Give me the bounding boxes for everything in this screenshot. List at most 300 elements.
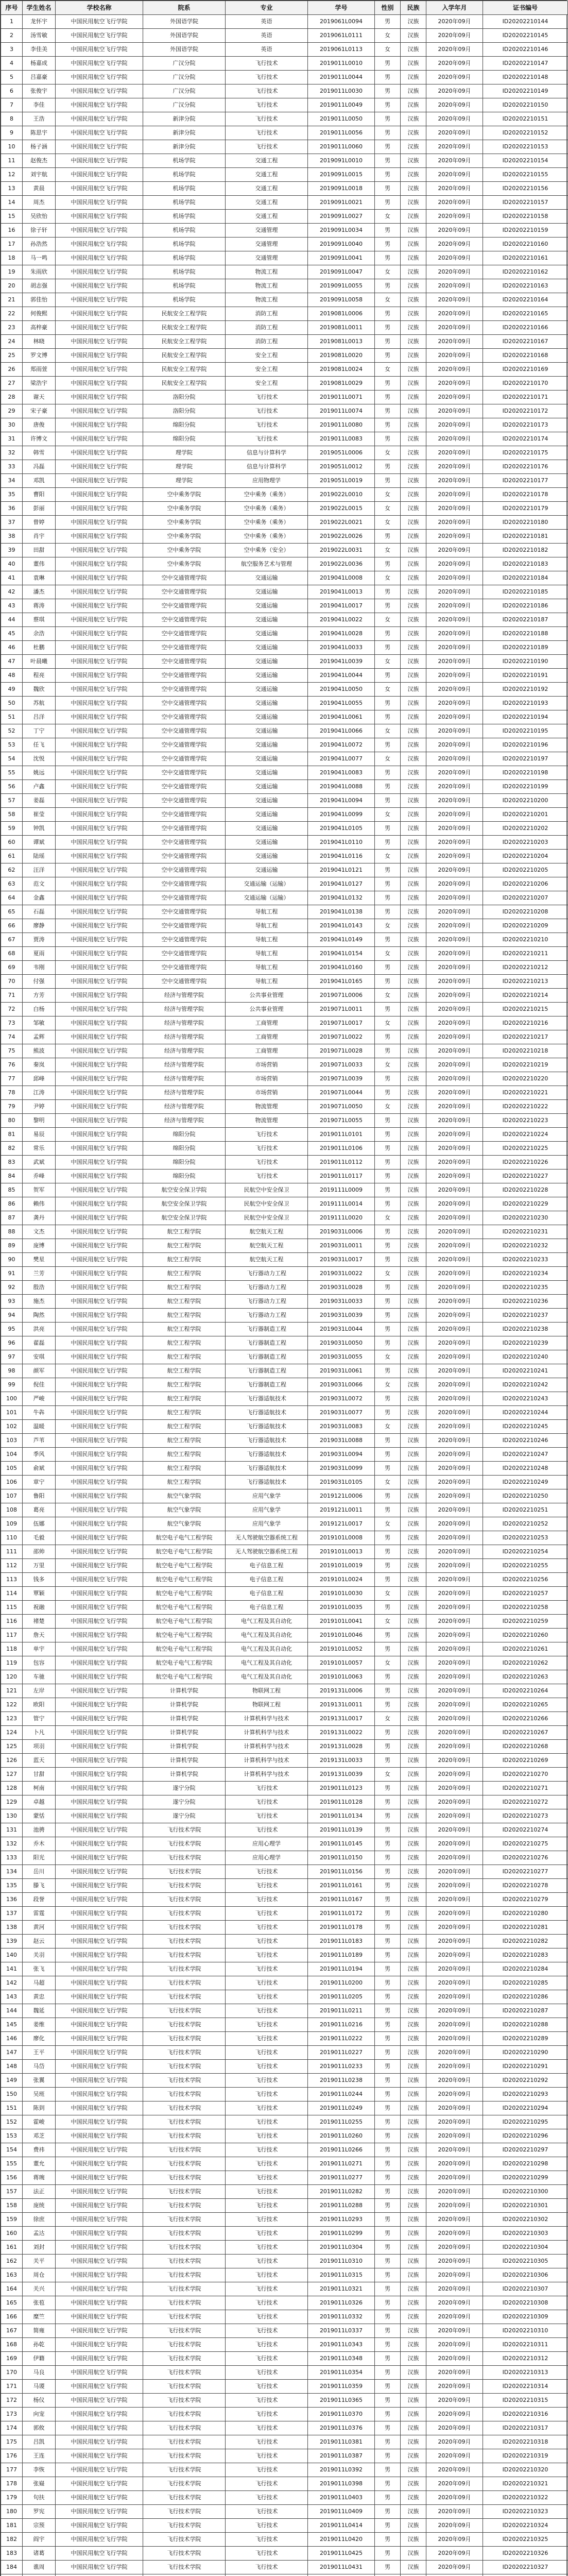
- cell-enrollment-date: 2020年09月: [426, 1559, 483, 1573]
- cell-ethnicity: 汉族: [401, 2380, 426, 2394]
- cell-major: 飞行技术: [226, 1879, 308, 1893]
- table-row: [1, 1935, 568, 1948]
- cell-student-id: 2019101L0035: [308, 1601, 375, 1615]
- cell-student-id: 2019041L0077: [308, 752, 375, 766]
- cell-enrollment-date: 2020年09月: [426, 1684, 483, 1698]
- cell-major: 飞行技术: [226, 2199, 308, 2213]
- cell-ethnicity: 汉族: [401, 669, 426, 683]
- cell-school-name: 中国民用航空飞行学院: [56, 391, 143, 404]
- cell-college: 航空工程学院: [143, 1448, 226, 1462]
- cell-school-name: 中国民用航空飞行学院: [56, 1990, 143, 2004]
- cell-school-name: 中国民用航空飞行学院: [56, 335, 143, 349]
- cell-school-name: 中国民用航空飞行学院: [56, 2463, 143, 2477]
- cell-ethnicity: 汉族: [401, 363, 426, 377]
- cell-student-id: 2019011L0370: [308, 2408, 375, 2421]
- cell-ethnicity: 汉族: [401, 1156, 426, 1170]
- cell-enrollment-date: 2020年09月: [426, 126, 483, 140]
- cell-student-name: 俞斌: [23, 1462, 56, 1476]
- cell-ethnicity: 汉族: [401, 418, 426, 432]
- cell-gender: 男: [375, 1170, 401, 1183]
- cell-major: 安全工程: [226, 377, 308, 391]
- cell-college: 绵阳分院: [143, 432, 226, 446]
- cell-student-name: 姜维: [23, 2018, 56, 2032]
- cell-student-id: 2019031L0094: [308, 1448, 375, 1462]
- cell-gender: 男: [375, 321, 401, 335]
- cell-school-name: 中国民用航空飞行学院: [56, 1030, 143, 1044]
- cell-school-name: 中国民用航空飞行学院: [56, 168, 143, 182]
- cell-major: 飞行器制造工程: [226, 1336, 308, 1350]
- cell-major: 电气工程及其自动化: [226, 1670, 308, 1684]
- cell-ethnicity: 汉族: [401, 1601, 426, 1615]
- cell-enrollment-date: 2020年09月: [426, 2088, 483, 2102]
- cell-index: 170: [1, 2366, 23, 2380]
- cell-school-name: 中国民用航空飞行学院: [56, 1197, 143, 1211]
- table-row: [1, 1629, 568, 1642]
- cell-student-id: 2019041L0013: [308, 585, 375, 599]
- cell-gender: 男: [375, 1128, 401, 1142]
- cell-ethnicity: 汉族: [401, 724, 426, 738]
- cell-enrollment-date: 2020年09月: [426, 29, 483, 43]
- table-row: [1, 321, 568, 335]
- cell-school-name: 中国民用航空飞行学院: [56, 1281, 143, 1295]
- cell-certificate-number: ID20202210243: [483, 1392, 568, 1406]
- cell-certificate-number: ID20202210170: [483, 377, 568, 391]
- cell-school-name: 中国民用航空飞行学院: [56, 1503, 143, 1517]
- cell-index: 90: [1, 1253, 23, 1267]
- cell-student-id: 2019131L0017: [308, 1712, 375, 1726]
- cell-ethnicity: 汉族: [401, 1434, 426, 1448]
- cell-college: 飞行技术学院: [143, 2338, 226, 2352]
- cell-index: 33: [1, 460, 23, 474]
- cell-college: 航空工程学院: [143, 1281, 226, 1295]
- cell-college: 空中交通管理学院: [143, 975, 226, 989]
- cell-student-name: 严峻: [23, 1392, 56, 1406]
- cell-gender: 男: [375, 1462, 401, 1476]
- cell-ethnicity: 汉族: [401, 1239, 426, 1253]
- cell-major: 航空航天工程: [226, 1225, 308, 1239]
- cell-college: 空中交通管理学院: [143, 613, 226, 627]
- cell-certificate-number: ID20202210247: [483, 1448, 568, 1462]
- cell-index: 61: [1, 850, 23, 863]
- cell-certificate-number: ID20202210266: [483, 1712, 568, 1726]
- cell-college: 飞行技术学院: [143, 1976, 226, 1990]
- cell-student-id: 2019011L0161: [308, 1879, 375, 1893]
- cell-gender: 男: [375, 460, 401, 474]
- cell-ethnicity: 汉族: [401, 905, 426, 919]
- cell-ethnicity: 汉族: [401, 1629, 426, 1642]
- cell-certificate-number: ID20202210317: [483, 2421, 568, 2435]
- cell-college: 洛阳分院: [143, 391, 226, 404]
- cell-ethnicity: 汉族: [401, 251, 426, 265]
- cell-enrollment-date: 2020年09月: [426, 2394, 483, 2408]
- cell-ethnicity: 汉族: [401, 1142, 426, 1156]
- cell-school-name: 中国民用航空飞行学院: [56, 544, 143, 557]
- cell-major: 飞行技术: [226, 2102, 308, 2115]
- cell-college: 机场学院: [143, 182, 226, 196]
- table-row: [1, 557, 568, 571]
- cell-certificate-number: ID20202210216: [483, 1016, 568, 1030]
- cell-gender: 女: [375, 989, 401, 1003]
- cell-student-name: 周杰: [23, 196, 56, 210]
- table-row: [1, 613, 568, 627]
- cell-student-name: 江涛: [23, 1086, 56, 1100]
- cell-student-id: 2019011L0282: [308, 2185, 375, 2199]
- cell-major: 交通运输: [226, 641, 308, 655]
- cell-ethnicity: 汉族: [401, 1656, 426, 1670]
- cell-ethnicity: 汉族: [401, 2296, 426, 2310]
- cell-certificate-number: ID20202210288: [483, 2018, 568, 2032]
- cell-student-name: 乔峰: [23, 1170, 56, 1183]
- cell-college: 空中交通管理学院: [143, 961, 226, 975]
- cell-certificate-number: ID20202210283: [483, 1948, 568, 1962]
- cell-major: 飞行技术: [226, 1865, 308, 1879]
- cell-student-name: 熊波: [23, 1044, 56, 1058]
- cell-major: 电子信息工程: [226, 1559, 308, 1573]
- cell-enrollment-date: 2020年09月: [426, 2129, 483, 2143]
- cell-major: 飞行技术: [226, 57, 308, 71]
- cell-gender: 男: [375, 2074, 401, 2088]
- header-student-name: 学生姓名: [23, 1, 56, 15]
- cell-gender: 男: [375, 71, 401, 84]
- cell-index: 144: [1, 2004, 23, 2018]
- cell-ethnicity: 汉族: [401, 238, 426, 251]
- cell-gender: 男: [375, 2296, 401, 2310]
- cell-student-id: 2019081L0024: [308, 363, 375, 377]
- cell-ethnicity: 汉族: [401, 2421, 426, 2435]
- cell-certificate-number: ID20202210320: [483, 2463, 568, 2477]
- cell-student-id: 2019011L0139: [308, 1823, 375, 1837]
- cell-major: 飞行器适航技术: [226, 1420, 308, 1434]
- table-row: [1, 126, 568, 140]
- header-school-name: 学校名称: [56, 1, 143, 15]
- cell-major: 交通工程: [226, 168, 308, 182]
- cell-certificate-number: ID20202210232: [483, 1239, 568, 1253]
- table-row: [1, 794, 568, 808]
- table-row: [1, 2060, 568, 2074]
- table-row: [1, 349, 568, 363]
- cell-student-id: 2019041L0022: [308, 613, 375, 627]
- table-row: [1, 933, 568, 947]
- cell-college: 机场学院: [143, 238, 226, 251]
- cell-index: 155: [1, 2157, 23, 2171]
- cell-gender: 男: [375, 2129, 401, 2143]
- cell-major: 交通运输: [226, 571, 308, 585]
- table-row: [1, 571, 568, 585]
- cell-school-name: 中国民用航空飞行学院: [56, 2213, 143, 2227]
- cell-student-id: 2019041L0099: [308, 808, 375, 822]
- cell-certificate-number: ID20202210222: [483, 1100, 568, 1114]
- cell-ethnicity: 汉族: [401, 1030, 426, 1044]
- cell-certificate-number: ID20202210146: [483, 43, 568, 57]
- cell-ethnicity: 汉族: [401, 1281, 426, 1295]
- cell-college: 空中乘务学院: [143, 557, 226, 571]
- cell-enrollment-date: 2020年09月: [426, 1823, 483, 1837]
- cell-major: 交通管理: [226, 224, 308, 238]
- cell-student-name: 刘封: [23, 2241, 56, 2255]
- cell-student-name: 朱雨欣: [23, 265, 56, 279]
- cell-college: 空中交通管理学院: [143, 863, 226, 877]
- cell-enrollment-date: 2020年09月: [426, 1225, 483, 1239]
- cell-student-id: 2019041L0138: [308, 905, 375, 919]
- cell-student-id: 2019011L0106: [308, 1142, 375, 1156]
- cell-student-name: 邹敏: [23, 1016, 56, 1030]
- table-row: [1, 488, 568, 502]
- cell-student-id: 2019041L0165: [308, 975, 375, 989]
- cell-student-id: 2019041L0127: [308, 877, 375, 891]
- cell-major: 飞行器适航技术: [226, 1434, 308, 1448]
- cell-student-name: 魏延: [23, 2004, 56, 2018]
- cell-ethnicity: 汉族: [401, 2533, 426, 2547]
- cell-student-name: 谭斌: [23, 836, 56, 850]
- cell-index: 88: [1, 1225, 23, 1239]
- cell-major: 飞行技术: [226, 2115, 308, 2129]
- cell-gender: 男: [375, 2394, 401, 2408]
- cell-school-name: 中国民用航空飞行学院: [56, 112, 143, 126]
- cell-student-id: 2019091L0041: [308, 251, 375, 265]
- cell-gender: 男: [375, 2408, 401, 2421]
- cell-enrollment-date: 2020年09月: [426, 1726, 483, 1740]
- header-gender: 性别: [375, 1, 401, 15]
- cell-ethnicity: 汉族: [401, 43, 426, 57]
- cell-student-name: 庞统: [23, 2199, 56, 2213]
- cell-index: 77: [1, 1072, 23, 1086]
- cell-index: 49: [1, 683, 23, 697]
- cell-major: 交通运输: [226, 669, 308, 683]
- table-row: [1, 1545, 568, 1559]
- cell-gender: 男: [375, 1323, 401, 1336]
- cell-student-id: 2019011L0293: [308, 2213, 375, 2227]
- cell-enrollment-date: 2020年09月: [426, 919, 483, 933]
- cell-student-id: 2019011L0326: [308, 2296, 375, 2310]
- cell-school-name: 中国民用航空飞行学院: [56, 2129, 143, 2143]
- cell-student-name: 邓凯: [23, 474, 56, 488]
- cell-college: 经济与管理学院: [143, 1003, 226, 1016]
- cell-student-name: 廖化: [23, 2032, 56, 2046]
- cell-school-name: 中国民用航空飞行学院: [56, 2477, 143, 2491]
- cell-student-name: 颜军: [23, 1364, 56, 1378]
- cell-certificate-number: ID20202210151: [483, 112, 568, 126]
- table-row: [1, 1462, 568, 1476]
- cell-college: 飞行技术学院: [143, 2547, 226, 2561]
- cell-ethnicity: 汉族: [401, 1823, 426, 1837]
- cell-gender: 女: [375, 1615, 401, 1629]
- cell-college: 飞行技术学院: [143, 2352, 226, 2366]
- cell-ethnicity: 汉族: [401, 1559, 426, 1573]
- cell-college: 绵阳分院: [143, 1128, 226, 1142]
- cell-school-name: 中国民用航空飞行学院: [56, 1044, 143, 1058]
- cell-enrollment-date: 2020年09月: [426, 1100, 483, 1114]
- cell-ethnicity: 汉族: [401, 1948, 426, 1962]
- cell-college: [143, 2574, 226, 2576]
- cell-major: 飞行技术: [226, 1809, 308, 1823]
- cell-certificate-number: ID20202210250: [483, 1489, 568, 1503]
- cell-student-name: 李恢: [23, 2463, 56, 2477]
- cell-college: 飞行技术学院: [143, 2018, 226, 2032]
- cell-student-id: 2019131L0022: [308, 1726, 375, 1740]
- cell-index: 30: [1, 418, 23, 432]
- cell-student-name: 牛犇: [23, 1406, 56, 1420]
- cell-student-id: 2019011L0211: [308, 2004, 375, 2018]
- cell-student-name: 邵帅: [23, 1545, 56, 1559]
- cell-student-id: 2019011L0083: [308, 432, 375, 446]
- cell-index: 47: [1, 655, 23, 669]
- cell-school-name: 中国民用航空飞行学院: [56, 488, 143, 502]
- cell-school-name: 中国民用航空飞行学院: [56, 1142, 143, 1156]
- table-row: [1, 1879, 568, 1893]
- cell-college: 绵阳分院: [143, 418, 226, 432]
- cell-ethnicity: 汉族: [401, 557, 426, 571]
- cell-student-id: 2019011L0348: [308, 2352, 375, 2366]
- cell-certificate-number: ID20202210149: [483, 84, 568, 98]
- cell-gender: 男: [375, 2115, 401, 2129]
- cell-student-name: 简雍: [23, 2324, 56, 2338]
- cell-student-id: 2019011L0156: [308, 1865, 375, 1879]
- cell-index: 98: [1, 1364, 23, 1378]
- cell-major: 交通运输: [226, 627, 308, 641]
- cell-index: 152: [1, 2115, 23, 2129]
- cell-enrollment-date: 2020年09月: [426, 2324, 483, 2338]
- cell-student-name: 邓芝: [23, 2129, 56, 2143]
- cell-certificate-number: ID20202210293: [483, 2088, 568, 2102]
- cell-gender: 男: [375, 349, 401, 363]
- cell-major: 飞行技术: [226, 2046, 308, 2060]
- cell-enrollment-date: 2020年09月: [426, 2074, 483, 2088]
- table-header-row: [1, 1, 568, 15]
- cell-gender: 女: [375, 808, 401, 822]
- cell-student-id: 2019091L0034: [308, 224, 375, 238]
- table-row: [1, 363, 568, 377]
- cell-student-id: 2019011L0332: [308, 2310, 375, 2324]
- cell-school-name: 中国民用航空飞行学院: [56, 57, 143, 71]
- cell-student-id: 2019022L0031: [308, 544, 375, 557]
- cell-gender: 女: [375, 1058, 401, 1072]
- cell-ethnicity: 汉族: [401, 1114, 426, 1128]
- table-row: [1, 2032, 568, 2046]
- cell-gender: 男: [375, 1503, 401, 1517]
- cell-ethnicity: 汉族: [401, 850, 426, 863]
- cell-student-id: 2019031L0044: [308, 1323, 375, 1336]
- cell-major: 飞行技术: [226, 2004, 308, 2018]
- cell-enrollment-date: 2020年09月: [426, 1142, 483, 1156]
- cell-gender: 男: [375, 1225, 401, 1239]
- cell-student-id: 2019011L0074: [308, 404, 375, 418]
- table-row: [1, 84, 568, 98]
- cell-ethnicity: 汉族: [401, 210, 426, 224]
- cell-enrollment-date: 2020年09月: [426, 1183, 483, 1197]
- cell-certificate-number: ID20202210249: [483, 1476, 568, 1489]
- cell-enrollment-date: 2020年09月: [426, 2185, 483, 2199]
- cell-major: 飞行技术: [226, 112, 308, 126]
- cell-student-id: 2019022L0036: [308, 557, 375, 571]
- cell-enrollment-date: 2020年09月: [426, 1976, 483, 1990]
- cell-ethnicity: 汉族: [401, 2171, 426, 2185]
- cell-ethnicity: 汉族: [401, 1990, 426, 2004]
- cell-school-name: 中国民用航空飞行学院: [56, 1336, 143, 1350]
- cell-college: 机场学院: [143, 196, 226, 210]
- cell-student-id: 2019011L0304: [308, 2241, 375, 2255]
- table-row: [1, 710, 568, 724]
- cell-student-id: 2019101L0046: [308, 1629, 375, 1642]
- cell-student-name: 丁宁: [23, 724, 56, 738]
- cell-student-id: 2019031L0028: [308, 1281, 375, 1295]
- cell-enrollment-date: 2020年09月: [426, 808, 483, 822]
- cell-student-id: 2019101L0013: [308, 1545, 375, 1559]
- cell-certificate-number: ID20202210191: [483, 669, 568, 683]
- cell-school-name: 中国民用航空飞行学院: [56, 905, 143, 919]
- cell-ethnicity: 汉族: [401, 1698, 426, 1712]
- cell-enrollment-date: 2020年09月: [426, 1809, 483, 1823]
- cell-school-name: 中国民用航空飞行学院: [56, 2171, 143, 2185]
- cell-school-name: 中国民用航空飞行学院: [56, 98, 143, 112]
- cell-student-name: 冯磊: [23, 460, 56, 474]
- cell-major: 飞行技术: [226, 1782, 308, 1795]
- cell-major: 交通运输: [226, 850, 308, 863]
- cell-ethnicity: 汉族: [401, 1754, 426, 1768]
- table-row: [1, 335, 568, 349]
- cell-ethnicity: 汉族: [401, 432, 426, 446]
- cell-index: 4: [1, 57, 23, 71]
- cell-major: 电气工程及其自动化: [226, 1629, 308, 1642]
- table-row: [1, 307, 568, 321]
- cell-certificate-number: ID20202210287: [483, 2004, 568, 2018]
- cell-college: 机场学院: [143, 265, 226, 279]
- cell-enrollment-date: 2020年09月: [426, 2561, 483, 2574]
- cell-enrollment-date: 2020年09月: [426, 1629, 483, 1642]
- cell-certificate-number: ID20202210184: [483, 571, 568, 585]
- cell-index: 16: [1, 224, 23, 238]
- cell-index: 108: [1, 1503, 23, 1517]
- cell-certificate-number: ID20202210319: [483, 2449, 568, 2463]
- cell-index: 141: [1, 1962, 23, 1976]
- cell-school-name: 中国民用航空飞行学院: [56, 2157, 143, 2171]
- cell-gender: 男: [375, 1142, 401, 1156]
- cell-student-id: 2019041L0050: [308, 683, 375, 697]
- cell-student-id: 2019091L0047: [308, 265, 375, 279]
- cell-major: 应用物理学: [226, 474, 308, 488]
- cell-certificate-number: ID20202210286: [483, 1990, 568, 2004]
- cell-school-name: 中国民用航空飞行学院: [56, 710, 143, 724]
- cell-college: 飞行技术学院: [143, 2171, 226, 2185]
- cell-enrollment-date: 2020年09月: [426, 238, 483, 251]
- cell-college: 空中乘务学院: [143, 488, 226, 502]
- table-row: [1, 140, 568, 154]
- cell-index: 60: [1, 836, 23, 850]
- cell-ethnicity: 汉族: [401, 1086, 426, 1100]
- cell-student-name: 任飞: [23, 738, 56, 752]
- cell-student-id: 2019011L0112: [308, 1156, 375, 1170]
- cell-student-id: 2019041L0061: [308, 710, 375, 724]
- cell-index: 54: [1, 752, 23, 766]
- cell-ethnicity: 汉族: [401, 1768, 426, 1782]
- cell-certificate-number: ID20202210284: [483, 1962, 568, 1976]
- cell-index: 8: [1, 112, 23, 126]
- cell-student-name: 句扶: [23, 2491, 56, 2505]
- table-row: [1, 112, 568, 126]
- cell-school-name: 中国民用航空飞行学院: [56, 1573, 143, 1587]
- cell-school-name: 中国民用航空飞行学院: [56, 126, 143, 140]
- cell-school-name: 中国民用航空飞行学院: [56, 1642, 143, 1656]
- cell-major: 飞行器制造工程: [226, 1364, 308, 1378]
- cell-major: 电子信息工程: [226, 1601, 308, 1615]
- cell-enrollment-date: 2020年09月: [426, 585, 483, 599]
- cell-school-name: 中国民用航空飞行学院: [56, 2102, 143, 2115]
- cell-ethnicity: 汉族: [401, 446, 426, 460]
- cell-ethnicity: 汉族: [401, 1309, 426, 1323]
- cell-student-name: 程亮: [23, 669, 56, 683]
- cell-student-id: 2019101L0008: [308, 1531, 375, 1545]
- cell-student-name: 雷霆: [23, 1907, 56, 1921]
- cell-student-id: 2019031L0022: [308, 1267, 375, 1281]
